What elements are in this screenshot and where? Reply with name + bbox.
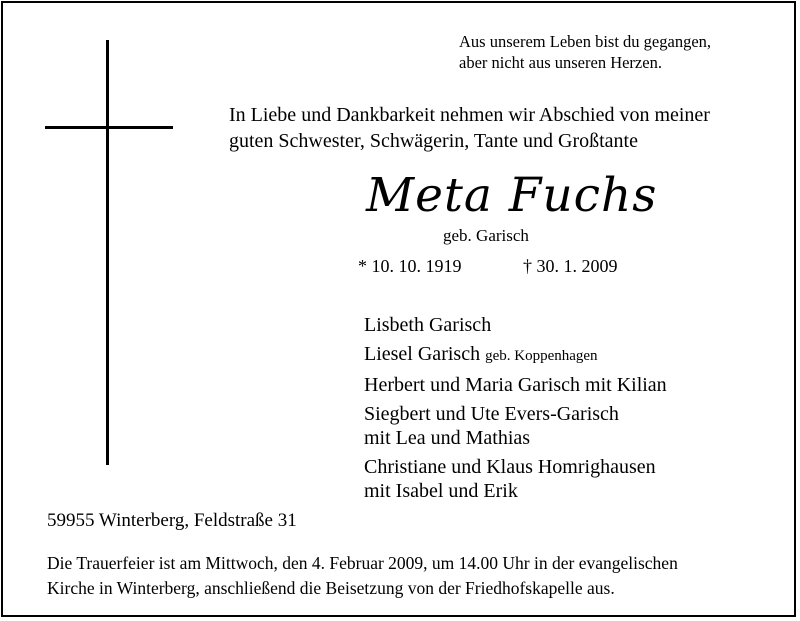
- mourner-name: Liesel Garisch: [364, 343, 481, 365]
- funeral-notice: [47, 551, 678, 601]
- mourners-list: [364, 313, 667, 503]
- address: 59955 Winterberg, Feldstraße 31: [47, 510, 297, 531]
- birth-name: geb. Garisch: [443, 226, 529, 245]
- funeral-line-1: Die Trauerfeier ist am Mittwoch, den 4. Februar 2009, um 14.00 Uhr in der evangelischen: [47, 553, 678, 573]
- intro-line-1: In Liebe und Dankbarkeit nehmen wir Abschied von meiner: [229, 104, 710, 126]
- motto-line-2: aber nicht aus unseren Herzen.: [459, 53, 662, 72]
- motto: [459, 31, 711, 73]
- motto-line-1: Aus unserem Leben bist du gegangen,: [459, 32, 712, 51]
- mourner-line: mit Lea und Mathias: [364, 427, 531, 449]
- mourner-entry: [364, 342, 667, 368]
- mourner-entry: [364, 455, 667, 503]
- mourner-birth-name: geb. Koppenhagen: [485, 348, 598, 364]
- mourner-entry: Herbert und Maria Garisch mit Kilian: [364, 374, 667, 396]
- intro-line-2: guten Schwester, Schwägerin, Tante und Großtante: [229, 130, 638, 152]
- birth-date: * 10. 10. 1919: [358, 256, 462, 276]
- deceased-name: Meta Fuchs: [366, 168, 658, 223]
- cross-horizontal-bar: [45, 126, 173, 129]
- mourner-line: Christiane und Klaus Homrighausen: [364, 456, 656, 478]
- cross-vertical-bar: [106, 40, 109, 465]
- mourner-line: mit Isabel und Erik: [364, 480, 518, 502]
- mourner-entry: [364, 402, 667, 450]
- mourner-line: Siegbert und Ute Evers-Garisch: [364, 403, 619, 425]
- mourner-entry: Lisbeth Garisch: [364, 314, 492, 336]
- intro-text: [229, 102, 710, 154]
- death-date: † 30. 1. 2009: [523, 256, 618, 276]
- funeral-line-2: Kirche in Winterberg, anschließend die Beisetzung von der Friedhofskapelle aus.: [47, 578, 615, 598]
